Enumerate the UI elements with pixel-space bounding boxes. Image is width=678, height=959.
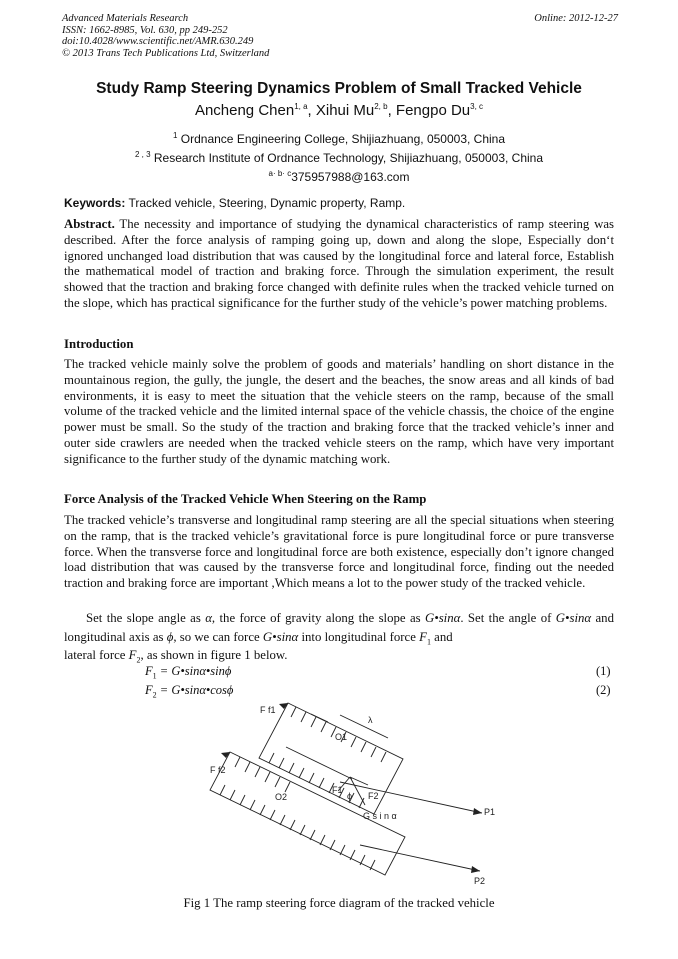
- gsina-label: G s i n α: [363, 811, 397, 821]
- author-sup: 1, a: [294, 102, 308, 111]
- paper-title: Study Ramp Steering Dynamics Problem of Small Tracked Vehicle: [96, 80, 582, 97]
- p2-arrow: [360, 845, 480, 871]
- author-name: Fengpo Du: [395, 102, 471, 119]
- force-heading: Force Analysis of the Tracked Vehicle When Steering on the Ramp: [64, 492, 427, 506]
- equation-2-number: (2): [596, 683, 611, 697]
- copyright: © 2013 Trans Tech Publications Ltd, Switzerland: [62, 47, 270, 59]
- author-name: Ancheng Chen: [194, 102, 295, 119]
- figure-caption: Fig 1 The ramp steering force diagram of the tracked vehicle: [183, 896, 495, 910]
- phi-label: ϕ: [347, 791, 353, 801]
- force-diagram: [190, 695, 510, 890]
- intro-text: The tracked vehicle mainly solve the problem of goods and materials’ handling on short distance in the mountainous region, the gully, the jungle, the desert and the beaches, the snow areas and all kinds of bad environments, it is easy to meet the situation that the vehicle steers on the ramp, because of the small volume of the tracked vehicle and the limited internal space of the vehicle chassis, the choice of the engine power must be small. So the study of the traction and braking force that the tracked vehicle’s inner and outer side crawlers are needed when the tracked vehicle steers on the ramp, which have very important significance to the further study of the dynamic matching work.: [64, 357, 614, 466]
- abstract: Abstract. The necessity and importance of studying the dynamical characteristics of ramp steering was described. After the force analysis of ramping going up, down and along the slope, Especially don‘t ignored unchanged load distribution that was caused by the longitudinal force and lateral force, Establish the mathematical model of traction and braking force. Through the simulation experiment, the result showed that the traction and braking force changed with definite rules when the tracked vehicle turned on the slope, which has practical significance for the further study of the vehicle’s power matching problems.: [64, 217, 615, 310]
- p2-label: P2: [474, 876, 486, 886]
- lambda-label: λ: [368, 715, 373, 725]
- ff2-label: F f2: [210, 765, 226, 775]
- p1-label: P1: [484, 807, 496, 817]
- author-name: Xihui Mu: [315, 102, 375, 119]
- online-date: Online: 2012-12-27: [534, 13, 618, 24]
- affiliation-2: $^{2 , 3}$ Research Institute of Ordnance Technology, Shijiazhuang, 050003, China: [134, 150, 544, 165]
- force-paragraph-1: The tracked vehicle’s transverse and longitudinal ramp steering are all the special situations when steering on the ramp, that is the tracked vehicle’s gravitational force is pure longitudinal force or pure transverse force. When the transverse force and longitudinal force are both existence, especially don’t ignore changed load distribution that was caused by the transverse force and longitudinal force, finding out the needed traction and braking force are important ,Which means a lot to the power study of the tracked vehicle.: [64, 513, 614, 591]
- equation-1-number: (1): [596, 664, 611, 678]
- f1-label: F1: [332, 785, 343, 795]
- issn: ISSN: 1662-8985, Vol. 630, pp 249-252: [62, 24, 228, 36]
- author-sup: 2, b: [374, 102, 388, 111]
- doi: doi:10.4028/www.scientific.net/AMR.630.249: [62, 36, 254, 47]
- intro-heading: Introduction: [64, 337, 134, 351]
- journal-header: [62, 13, 618, 59]
- ff1-label: F f1: [260, 705, 276, 715]
- equation-1: $F_1$ = G•sinα•sinϕ: [145, 664, 232, 681]
- force-paragraph-2: Set the slope angle as α, the force of gravity along the slope as G•sinα. Set the angle of G•sinα and longitudinal axis as ϕ, so we can force G•sinα into longitudinal force $F_1$ and: [64, 611, 614, 647]
- force-paragraph-3: lateral force $F_2$, as shown in figure 1 below.: [64, 648, 288, 665]
- author-sup: 3, c: [470, 102, 484, 111]
- affiliation-1: $^1$ Ordnance Engineering College, Shijiazhuang, 050003, China: [172, 131, 506, 146]
- keywords: Keywords: Tracked vehicle, Steering, Dynamic property, Ramp.: [64, 196, 406, 210]
- o1-label: O1: [335, 732, 348, 742]
- journal-name: Advanced Materials Research: [62, 13, 189, 24]
- o2-label: O2: [275, 792, 288, 802]
- equation-2: $F_2$ = G•sinα•cosϕ: [145, 683, 234, 700]
- f2-label: F2: [368, 791, 379, 801]
- author-list: Ancheng Chen$^{1, a}$, Xihui Mu$^{2, b}$, Fengpo Du$^{3, c}$: [194, 102, 484, 119]
- email: $^{a\cdot b\cdot c}$375957988@163.com: [268, 169, 410, 184]
